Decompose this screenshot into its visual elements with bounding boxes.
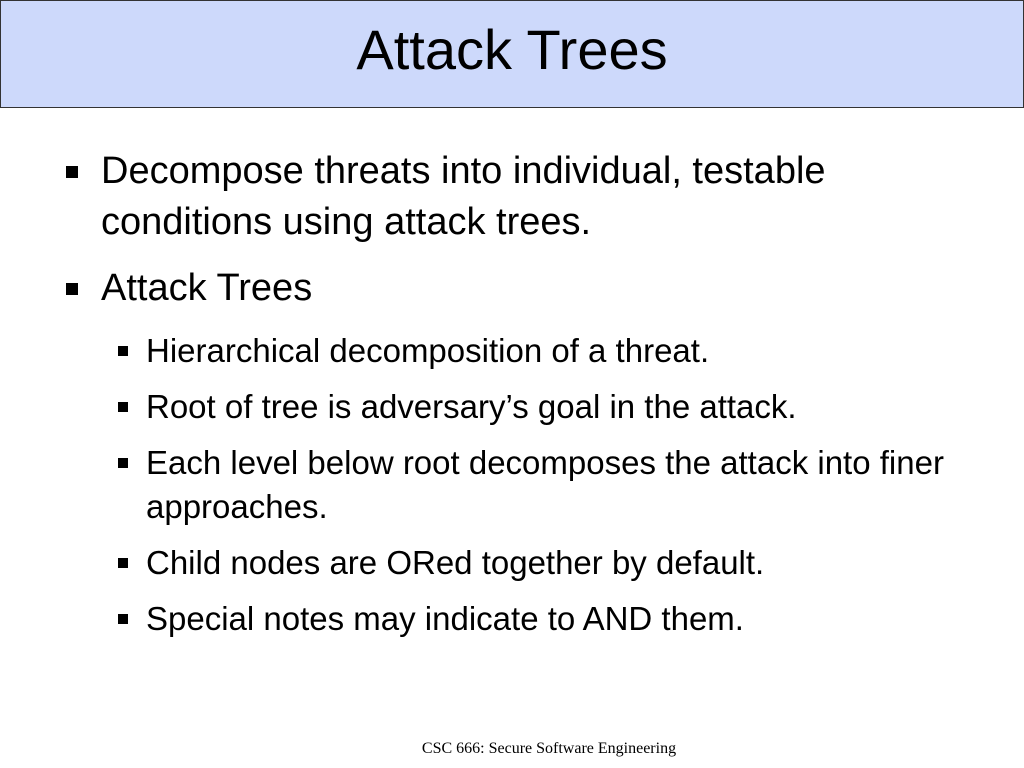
bullet-item <box>0 263 861 314</box>
sub-bullet-item <box>0 329 956 373</box>
square-bullet-icon <box>118 558 128 568</box>
sub-bullet-item <box>0 385 956 429</box>
sub-bullet-item <box>0 541 956 585</box>
slide-footer: CSC 666: Secure Software Engineering <box>421 740 677 757</box>
sub-bullet-text: Root of tree is adversary’s goal in the attack. <box>146 388 797 425</box>
square-bullet-icon <box>118 458 128 468</box>
bullet-text: Attack Trees <box>101 267 313 309</box>
bullet-item <box>0 146 861 248</box>
sub-bullet-text: Each level below root decomposes the attack into finer approaches. <box>146 444 944 525</box>
square-bullet-icon <box>118 614 128 624</box>
sub-bullet-text: Special notes may indicate to AND them. <box>146 600 744 637</box>
slide-title: Attack Trees <box>356 18 668 81</box>
sub-bullet-item <box>0 597 956 641</box>
bullet-text: Decompose threats into individual, testable conditions using attack trees. <box>101 150 826 243</box>
bullet-list <box>0 146 1024 653</box>
square-bullet-icon <box>118 402 128 412</box>
square-bullet-icon <box>66 166 78 178</box>
sub-bullet-text: Child nodes are ORed together by default. <box>146 544 765 581</box>
sub-bullet-text: Hierarchical decomposition of a threat. <box>146 332 710 369</box>
sub-bullet-item <box>0 441 956 529</box>
square-bullet-icon <box>118 346 128 356</box>
square-bullet-icon <box>66 283 78 295</box>
title-bar <box>0 0 1024 108</box>
